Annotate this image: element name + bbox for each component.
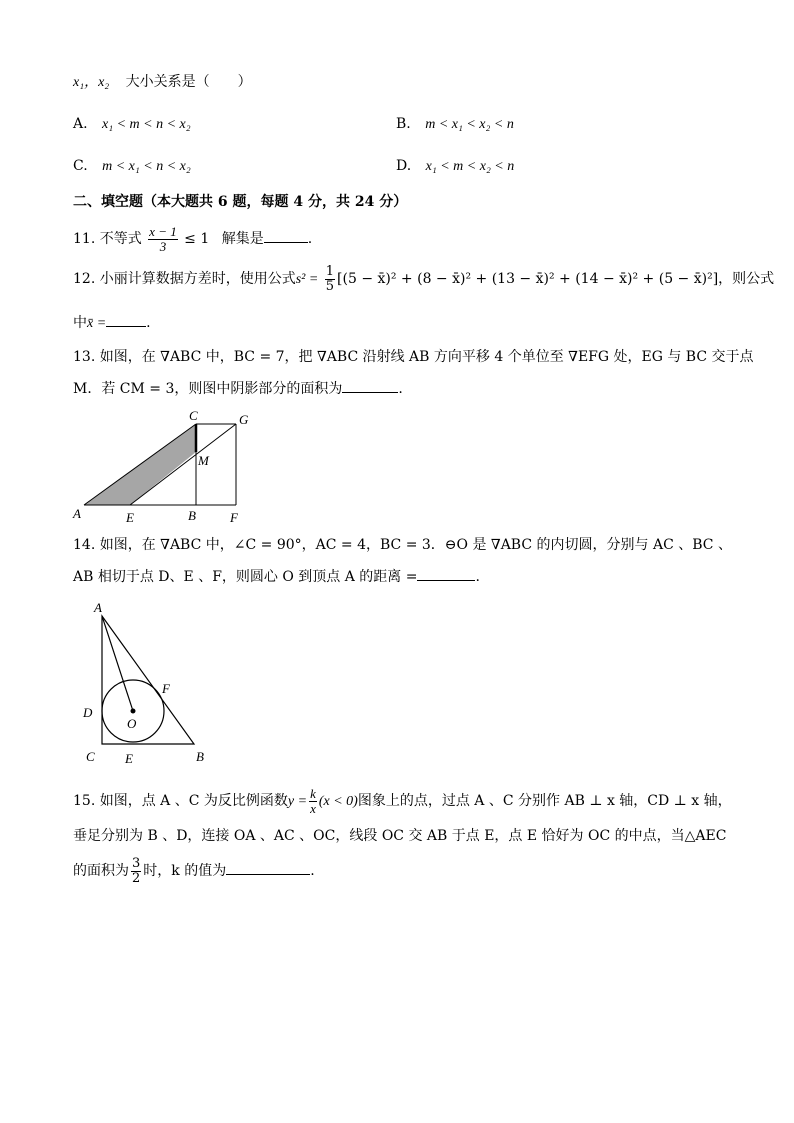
q11-frac-num: x − 1 (149, 223, 177, 239)
q12-suffix: ，则公式 (718, 271, 775, 287)
q13-text-2: M．若 CM = 3，则图中阴影部分的面积为 (73, 381, 343, 397)
q15-area-frac (131, 857, 141, 886)
q15-domain: (x < 0) (318, 794, 358, 809)
q15-area-num: 3 (132, 855, 141, 871)
q10-option-c[interactable] (73, 156, 191, 177)
label-a: A (73, 506, 81, 521)
label-g: G (239, 412, 249, 427)
q11 (73, 224, 312, 254)
q14-text-2: AB 相切于点 D、E 、F，则圆心 O 到顶点 A 的距离 = (73, 569, 418, 585)
option-d-expr: x₁ < m < x₂ < n (425, 159, 515, 174)
q15-answer-blank[interactable] (226, 860, 310, 875)
q11-answer-blank[interactable] (264, 228, 308, 243)
q15-text-1a: 如图，点 A 、C 为反比例函数 (99, 793, 288, 809)
center-point (131, 709, 136, 714)
section-title: 二、填空题（本大题共 6 题，每题 4 分，共 24 分） (73, 194, 408, 210)
q12-line2 (73, 312, 151, 334)
q12-answer-blank[interactable] (106, 312, 146, 327)
q10-option-b[interactable] (396, 114, 514, 135)
q11-suffix: 解集是 (221, 231, 264, 247)
q10-stem (73, 72, 252, 93)
q11-prefix: 不等式 (99, 231, 142, 247)
q13-line2 (73, 378, 403, 399)
q12-fraction (325, 265, 335, 294)
option-c-label: C. (73, 158, 88, 174)
label-f: F (230, 510, 238, 525)
q15-text-2: 垂足分别为 B 、D，连接 OA 、AC 、OC，线段 OC 交 AB 于点 E，点 E 恰好为 OC 的中点，当△AEC (73, 828, 727, 844)
q15-number: 15. (73, 793, 96, 809)
q12-variance-symbol: s² = (295, 272, 319, 287)
label-b: B (196, 749, 204, 764)
q15-frac-den: x (310, 800, 316, 816)
label-f: F (162, 681, 170, 696)
label-o: O (127, 716, 137, 731)
q15-line3 (73, 856, 315, 886)
q15-line2 (73, 826, 726, 846)
q12-line2-prefix: 中 (73, 315, 87, 331)
q12-mean-symbol: x̄ = (87, 316, 107, 331)
q15-area-den: 2 (132, 870, 141, 886)
q13-line1 (73, 347, 754, 367)
q15-frac-num: k (310, 785, 316, 801)
q12-prefix: 小丽计算数据方差时，使用公式 (99, 271, 296, 287)
q14-number: 14. (73, 537, 96, 553)
label-m: M (198, 453, 209, 468)
q14-end: . (475, 569, 480, 585)
q15-text-3a: 的面积为 (73, 863, 129, 879)
q15-function-frac (309, 787, 317, 816)
option-c-expr: m < x₁ < n < x₂ (102, 159, 191, 174)
q12-number: 12. (73, 271, 96, 287)
triangle-abc (102, 616, 194, 744)
q11-number: 11. (73, 231, 96, 247)
q13-figure (68, 408, 258, 528)
q13-answer-blank[interactable] (342, 378, 398, 393)
option-d-label: D. (396, 158, 412, 174)
label-e: E (125, 751, 133, 766)
q15-line1 (73, 786, 732, 817)
q13-end: . (398, 381, 403, 397)
q12-end: . (146, 315, 151, 331)
option-a-expr: x₁ < m < n < x₂ (102, 117, 191, 132)
q15-end: . (310, 863, 315, 879)
q11-fraction (148, 225, 178, 254)
label-d: D (83, 705, 93, 720)
q13-number: 13. (73, 349, 96, 365)
q14-figure (78, 596, 218, 771)
q14-answer-blank[interactable] (417, 566, 475, 581)
option-b-expr: m < x₁ < x₂ < n (425, 117, 514, 132)
q12-line1 (73, 264, 774, 295)
label-c: C (86, 749, 95, 764)
label-a: A (94, 600, 102, 615)
q14-text-1: 如图，在 ∇ABC 中，∠C = 90°，AC = 4，BC = 3．⊖O 是 ∇ABC 的内切圆，分别与 AC 、BC 、 (99, 537, 732, 553)
q11-end: . (307, 231, 313, 247)
q10-variables: x₁，x₂ (73, 75, 110, 90)
q13-text-1: 如图，在 ∇ABC 中，BC = 7，把 ∇ABC 沿射线 AB 方向平移 4 个单位至 ∇EFG 处，EG 与 BC 交于点 (99, 349, 754, 365)
q15-function-lhs: y = (287, 794, 308, 809)
option-b-label: B. (396, 116, 411, 132)
q10-text: 大小关系是（ ） (125, 74, 252, 90)
q12-frac-num: 1 (325, 263, 335, 279)
q12-formula: [(5 − x̄)² + (8 − x̄)² + (13 − x̄)² + (14 − x̄)² + (5 − x̄)²] (337, 271, 719, 287)
label-b: B (188, 508, 196, 523)
q11-relation: ≤ 1 (184, 231, 210, 247)
q15-text-3b: 时，k 的值为 (143, 863, 227, 879)
segment-ao (102, 616, 133, 711)
q14-line2 (73, 566, 480, 587)
q14-line1 (73, 535, 732, 555)
q10-option-a[interactable] (73, 114, 191, 135)
q15-text-1b: 图象上的点，过点 A 、C 分别作 AB ⊥ x 轴，CD ⊥ x 轴， (357, 793, 732, 809)
option-a-label: A. (73, 116, 88, 132)
label-c: C (189, 408, 198, 423)
q11-frac-den: 3 (159, 238, 167, 254)
label-e: E (126, 510, 134, 525)
q12-frac-den: 5 (325, 278, 335, 294)
q10-option-d[interactable] (396, 156, 514, 177)
